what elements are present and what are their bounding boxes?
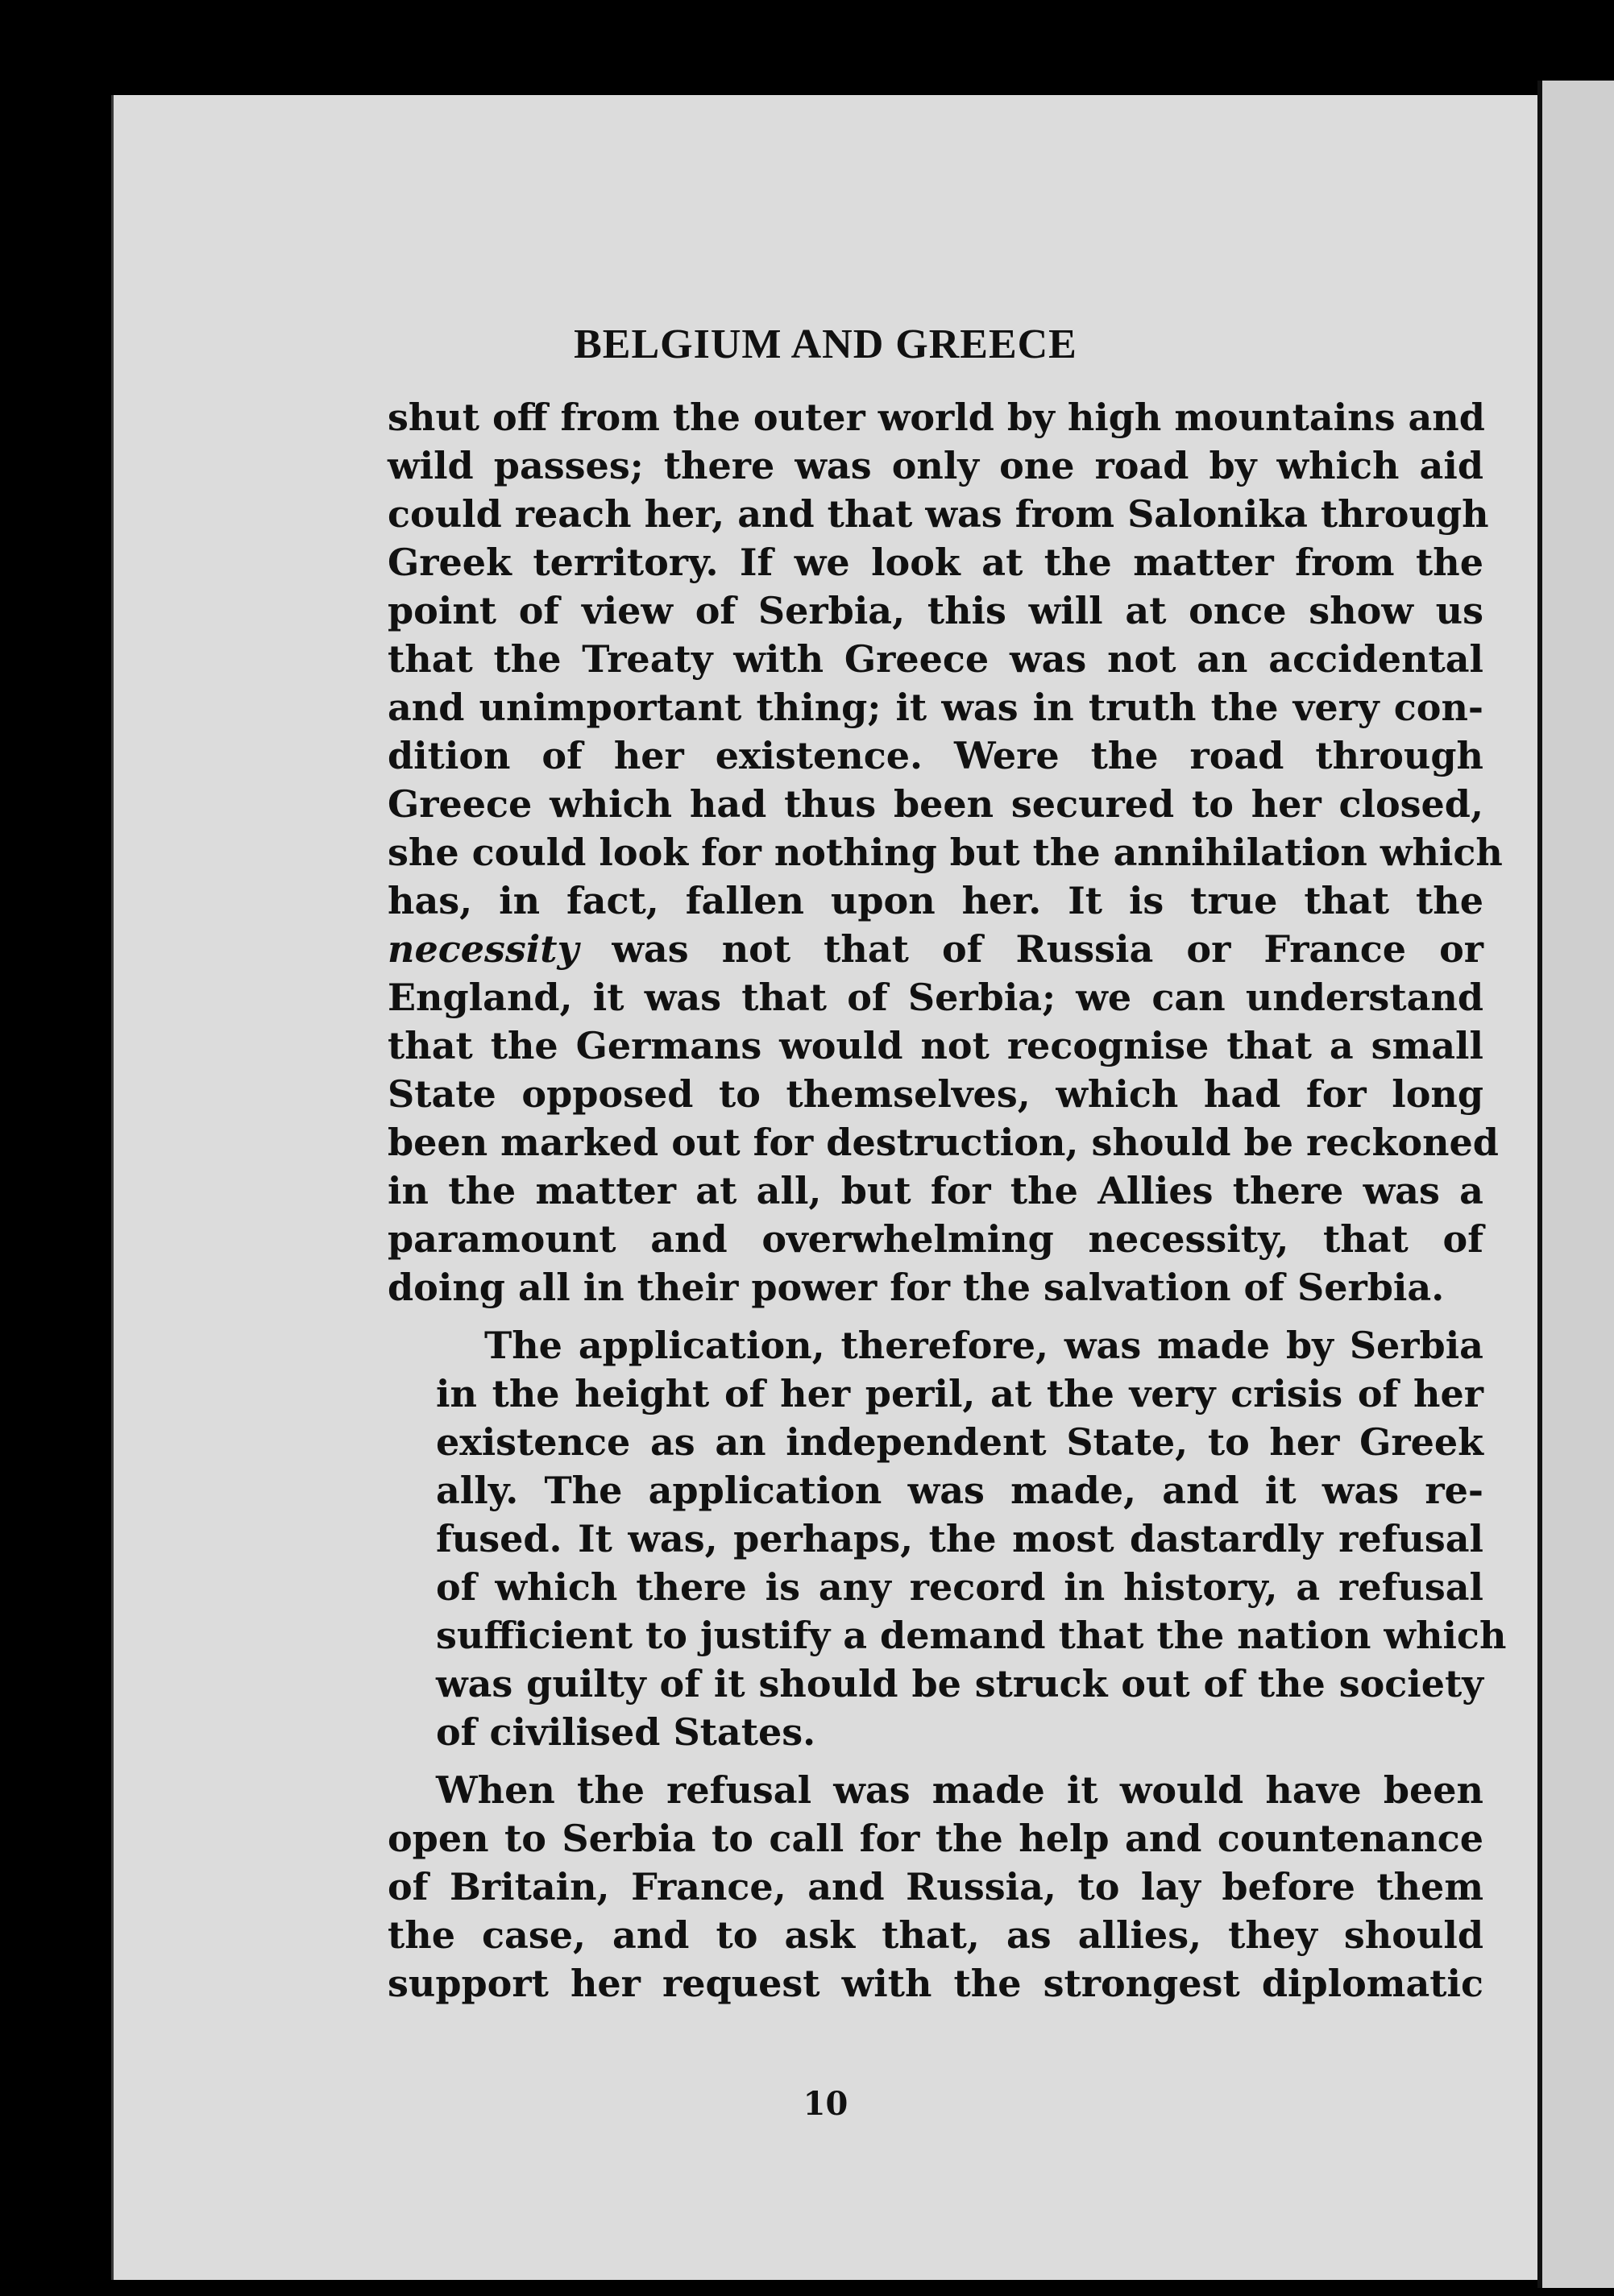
text-line: open to Serbia to call for the help and countenance [388, 1817, 1483, 1860]
text-line: point of view of Serbia, this will at once show us [388, 589, 1483, 632]
text-line: When the refusal was made it would have been [436, 1768, 1483, 1812]
text-line: been marked out for destruction, should be reckoned [388, 1121, 1499, 1164]
body-text [388, 393, 1507, 2008]
text-line: of Britain, France, and Russia, to lay before them [388, 1865, 1483, 1908]
text-line: support her request with the strongest diplomatic [388, 1962, 1483, 2005]
text-line: of civilised States. [436, 1710, 816, 1754]
running-head: BELGIUM AND GREECE [574, 321, 1077, 367]
text-line: dition of her existence. Were the road through [388, 734, 1483, 777]
text-line-italic-necessity: necessity was not that of Russia or France or [388, 927, 1483, 971]
text-line: existence as an independent State, to her Greek [436, 1420, 1483, 1464]
paragraph-3 [388, 1766, 1483, 2008]
text-line: Greece which had thus been secured to her closed, [388, 782, 1483, 826]
text-line: of which there is any record in history, a refusal [436, 1565, 1483, 1609]
text-line: could reach her, and that was from Salonika through [388, 492, 1489, 536]
text-line: ally. The application was made, and it was re- [436, 1469, 1483, 1512]
book-page [111, 95, 1537, 2280]
paragraph-1 [388, 393, 1503, 1312]
page-number: 10 [803, 2085, 848, 2123]
facing-page-edge [1537, 81, 1614, 2288]
text-line: wild passes; there was only one road by which aid [388, 444, 1483, 487]
text-line: was guilty of it should be struck out of the society [436, 1662, 1483, 1705]
text-line: in the height of her peril, at the very crisis of her [436, 1372, 1483, 1415]
text-line: paramount and overwhelming necessity, that of [388, 1217, 1483, 1261]
text-line: and unimportant thing; it was in truth the very con- [388, 686, 1483, 729]
text-line: fused. It was, perhaps, the most dastardly refusal [436, 1517, 1483, 1560]
text-line: she could look for nothing but the annihilation which [388, 831, 1503, 874]
text-line: the case, and to ask that, as allies, they should [388, 1913, 1483, 1957]
text-line: The application, therefore, was made by Serbia [484, 1324, 1483, 1367]
text-line: doing all in their power for the salvation of Serbia. [388, 1266, 1445, 1309]
text-line: sufficient to justify a demand that the nation which [436, 1614, 1507, 1657]
text-line: shut off from the outer world by high mountains and [388, 396, 1485, 439]
text-line: that the Germans would not recognise that a small [388, 1024, 1483, 1067]
text-line: Greek territory. If we look at the matter from the [388, 541, 1483, 584]
text-line: State opposed to themselves, which had for long [388, 1072, 1483, 1116]
text-line: England, it was that of Serbia; we can understand [388, 976, 1483, 1019]
text-line: has, in fact, fallen upon her. It is true that the [388, 879, 1483, 922]
italic-word: necessity [388, 927, 579, 971]
text-line: that the Treaty with Greece was not an accidental [388, 637, 1483, 681]
text-line: in the matter at all, but for the Allies there was a [388, 1169, 1483, 1212]
paragraph-2 [388, 1321, 1507, 1756]
